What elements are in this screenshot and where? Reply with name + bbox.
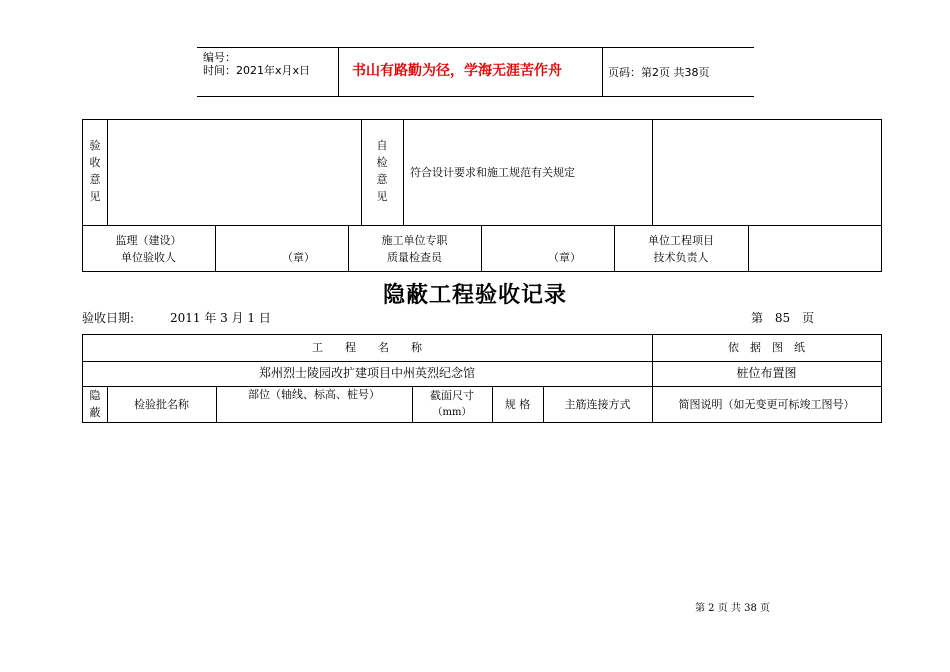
col-position: 部位（轴线、标高、桩号） bbox=[248, 388, 380, 401]
drawing-basis: 桩位布置图 bbox=[736, 366, 797, 380]
construction-label-line2: 质量检查员 bbox=[387, 251, 442, 264]
hidden-label: 隐蔽 bbox=[89, 389, 101, 419]
self-check-label: 自检意见 bbox=[376, 139, 388, 203]
record-title: 隐蔽工程验收记录 bbox=[382, 283, 567, 308]
drawing-basis-header: 依 据 图 纸 bbox=[728, 341, 805, 354]
project-name-header: 工 程 名 称 bbox=[312, 341, 422, 354]
project-name: 郑州烈士陵园改扩建项目中州英烈纪念馆 bbox=[258, 366, 475, 380]
acceptance-opinion-label: 验收意见 bbox=[89, 139, 101, 203]
construction-label-line1: 施工单位专职 bbox=[381, 234, 448, 247]
col-section-line2: （mm） bbox=[432, 407, 472, 418]
self-check-text: 符合设计要求和施工规范有关规定 bbox=[410, 166, 575, 179]
engineering-label bbox=[614, 232, 748, 266]
motto: 书山有路勤为径，学海无涯苦作舟 bbox=[352, 63, 562, 79]
footer-page: 第 2 页 共 38 页 bbox=[695, 603, 770, 614]
date-label: 验收日期: bbox=[82, 311, 135, 325]
col-connection: 主筋连接方式 bbox=[564, 398, 631, 411]
col-section-line1: 截面尺寸 bbox=[430, 389, 474, 402]
supervisor-label bbox=[82, 232, 215, 266]
record-page-suffix: 页 bbox=[801, 311, 814, 325]
date-value: 2011 年 3 月 1 日 bbox=[170, 311, 271, 325]
seal-1: （章） bbox=[282, 251, 315, 264]
record-page-prefix: 第 bbox=[751, 311, 764, 325]
seal-2: （章） bbox=[548, 251, 581, 264]
code-label: 编号： bbox=[203, 51, 236, 64]
record-page bbox=[751, 311, 814, 325]
page-label: 页码：第2页 共38页 bbox=[608, 66, 710, 79]
construction-label bbox=[348, 232, 481, 266]
col-spec: 规 格 bbox=[504, 398, 531, 411]
supervisor-label-line2: 单位验收人 bbox=[121, 251, 176, 264]
supervisor-label-line1: 监理（建设） bbox=[115, 234, 182, 247]
record-page-number: 85 bbox=[774, 311, 791, 325]
time-label: 时间：2021年x月x日 bbox=[203, 64, 311, 77]
col-section bbox=[412, 388, 492, 421]
engineering-label-line1: 单位工程项目 bbox=[648, 234, 714, 247]
engineering-label-line2: 技术负责人 bbox=[653, 251, 709, 264]
col-sketch: 简图说明（如无变更可标竣工图号） bbox=[678, 398, 855, 411]
col-batch-name: 检验批名称 bbox=[134, 398, 189, 411]
